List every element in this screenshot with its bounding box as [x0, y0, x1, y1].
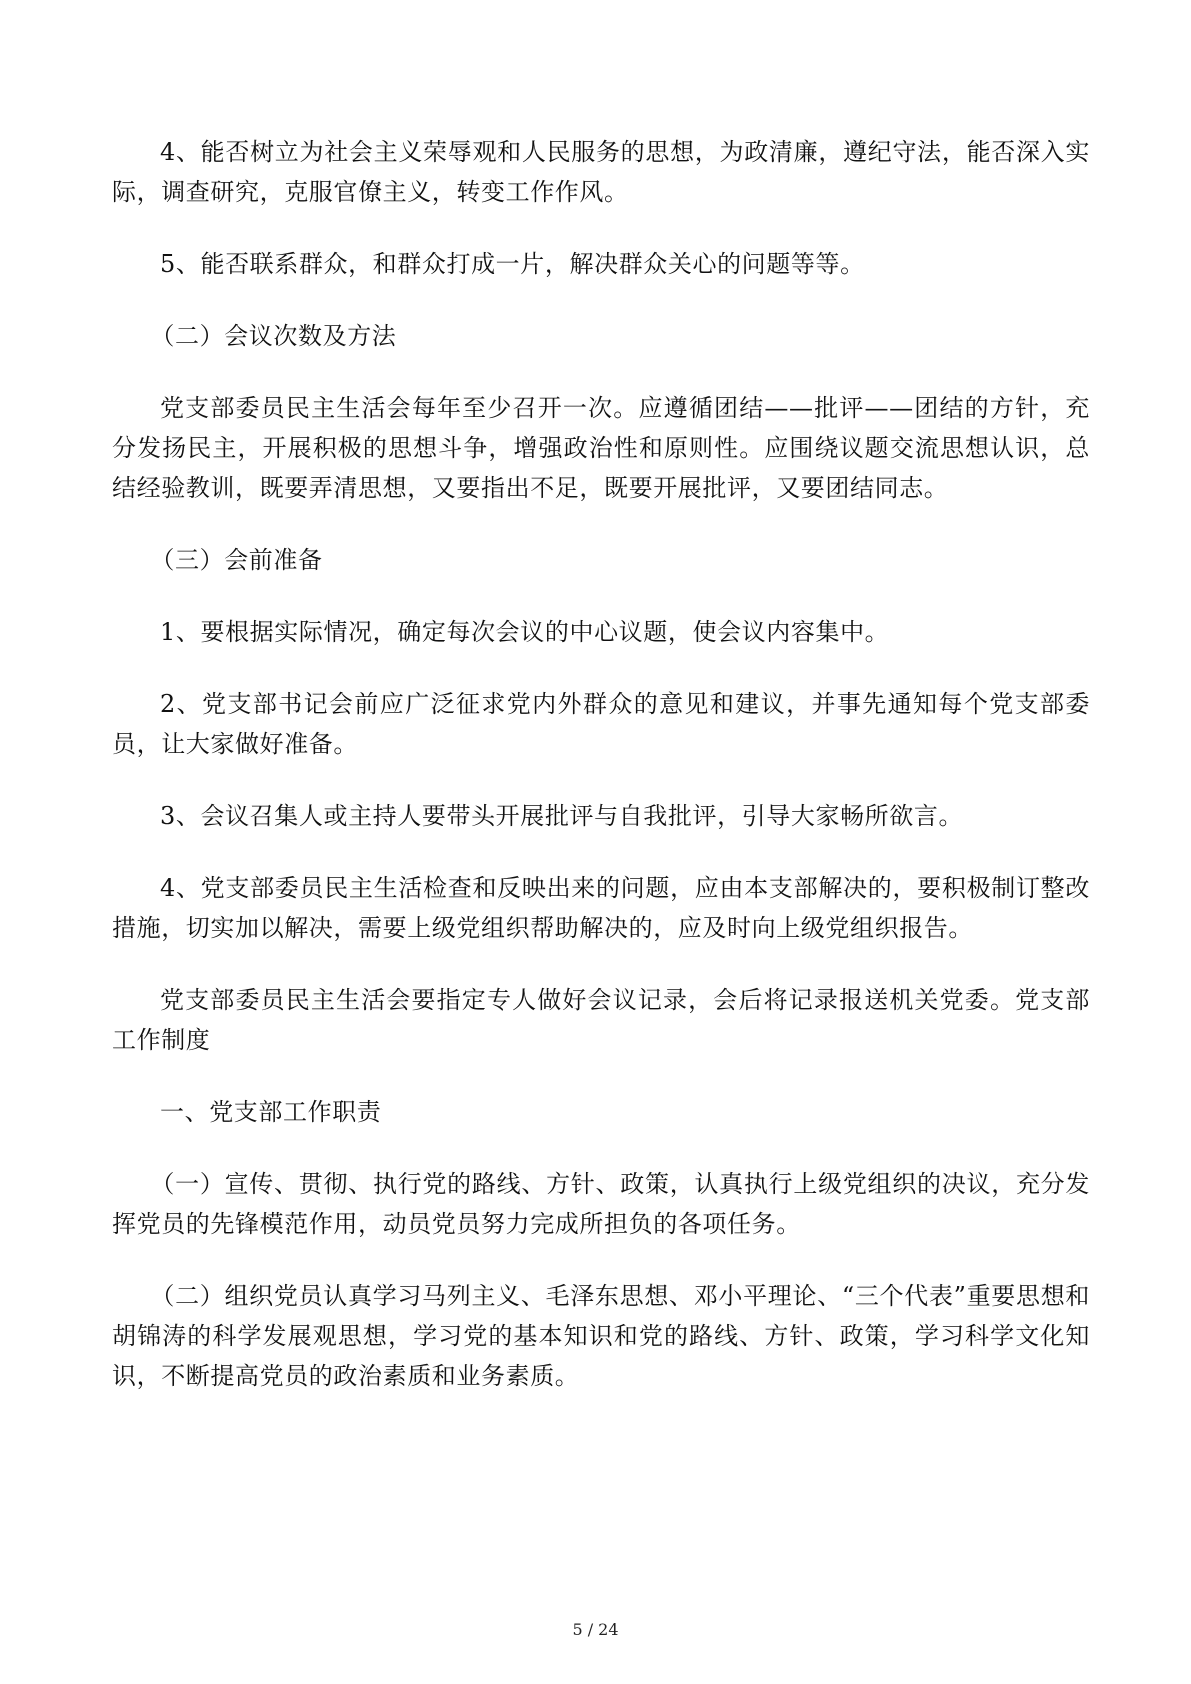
paragraph-prep-item-2: 2、党支部书记会前应广泛征求党内外群众的意见和建议，并事先通知每个党支部委员，让大家做好准备。: [112, 690, 1090, 758]
page-number: 5 / 24: [572, 1620, 619, 1639]
paragraph-item-5-masses: 5、能否联系群众，和群众打成一片，解决群众关心的问题等等。: [160, 250, 865, 278]
paragraph-duty-2: （二）组织党员认真学习马列主义、毛泽东思想、邓小平理论、“三个代表”重要思想和胡锦涛的科学发展观思想，学习党的基本知识和党的路线、方针、政策，学习科学文化知识，不断提高党员的政治素质和业务素质。: [112, 1282, 1090, 1390]
paragraph-meeting-record: 党支部委员民主生活会要指定专人做好会议记录，会后将记录报送机关党委。党支部工作制度: [112, 986, 1090, 1054]
paragraph-prep-item-1: 1、要根据实际情况，确定每次会议的中心议题，使会议内容集中。: [160, 618, 890, 646]
document-body: [112, 132, 1090, 1428]
section-heading-branch-duties: 一、党支部工作职责: [160, 1098, 382, 1126]
paragraph-item-4-integrity: 4、能否树立为社会主义荣辱观和人民服务的思想，为政清廉，遵纪守法，能否深入实际，调查研究，克服官僚主义，转变工作作风。: [112, 138, 1090, 206]
paragraph-duty-1: （一）宣传、贯彻、执行党的路线、方针、政策，认真执行上级党组织的决议，充分发挥党员的先锋模范作用，动员党员努力完成所担负的各项任务。: [112, 1170, 1090, 1238]
paragraph-prep-item-3: 3、会议召集人或主持人要带头开展批评与自我批评，引导大家畅所欲言。: [160, 802, 964, 830]
paragraph-meeting-method: 党支部委员民主生活会每年至少召开一次。应遵循团结——批评——团结的方针，充分发扬民主，开展积极的思想斗争，增强政治性和原则性。应围绕议题交流思想认识，总结经验教训，既要弄清思想，又要指出不足，既要开展批评，又要团结同志。: [112, 394, 1090, 502]
section-heading-meeting-frequency: （二）会议次数及方法: [150, 322, 397, 350]
paragraph-prep-item-4: 4、党支部委员民主生活检查和反映出来的问题，应由本支部解决的，要积极制订整改措施，切实加以解决，需要上级党组织帮助解决的，应及时向上级党组织报告。: [112, 874, 1090, 942]
section-heading-preparation: （三）会前准备: [150, 546, 323, 574]
